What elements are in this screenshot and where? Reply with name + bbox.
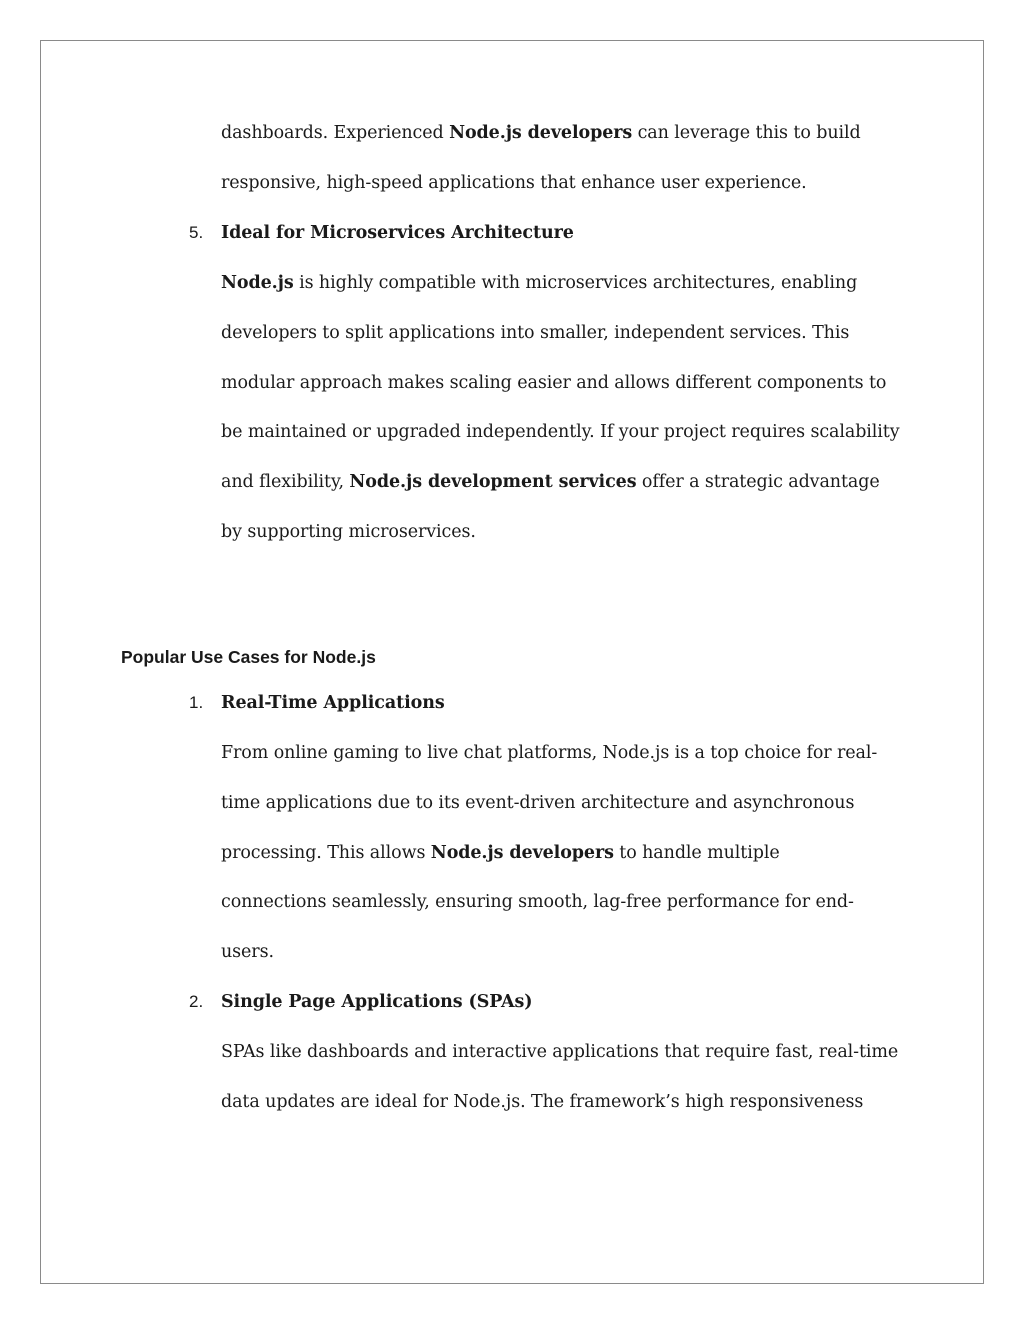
- paragraph-line: by supporting microservices.: [221, 522, 476, 542]
- bold-text: Node.js: [221, 273, 294, 293]
- list-number: 5.: [189, 223, 204, 242]
- paragraph-line: and flexibility, Node.js development services offer a strategic advantage: [221, 472, 880, 492]
- document-page: [40, 40, 984, 1284]
- section-heading: Popular Use Cases for Node.js: [121, 647, 376, 667]
- paragraph-line: developers to split applications into smaller, independent services. This: [221, 323, 850, 343]
- bold-text: Node.js development services: [349, 472, 637, 492]
- paragraph-line: be maintained or upgraded independently. If your project requires scalability: [221, 422, 900, 442]
- list-item-title: Real-Time Applications: [221, 693, 445, 713]
- paragraph-line: modular approach makes scaling easier and allows different components to: [221, 373, 887, 393]
- list-number: 2.: [189, 992, 204, 1011]
- paragraph-line: dashboards. Experienced Node.js developers can leverage this to build: [221, 123, 861, 143]
- paragraph-line: Node.js is highly compatible with microservices architectures, enabling: [221, 273, 858, 293]
- paragraph-line: From online gaming to live chat platforms, Node.js is a top choice for real-: [221, 743, 878, 763]
- paragraph-line: data updates are ideal for Node.js. The framework’s high responsiveness: [221, 1092, 864, 1112]
- paragraph-line: processing. This allows Node.js developers to handle multiple: [221, 843, 780, 863]
- bold-text: Node.js developers: [430, 843, 614, 863]
- list-number: 1.: [189, 693, 204, 712]
- paragraph-line: SPAs like dashboards and interactive applications that require fast, real-time: [221, 1042, 899, 1062]
- paragraph-line: time applications due to its event-driven architecture and asynchronous: [221, 793, 855, 813]
- paragraph-line: users.: [221, 942, 274, 962]
- paragraph-line: responsive, high-speed applications that enhance user experience.: [221, 173, 807, 193]
- paragraph-line: connections seamlessly, ensuring smooth, lag-free performance for end-: [221, 892, 854, 912]
- list-item-title: Ideal for Microservices Architecture: [221, 223, 574, 243]
- list-item-title: Single Page Applications (SPAs): [221, 992, 533, 1012]
- bold-text: Node.js developers: [449, 123, 633, 143]
